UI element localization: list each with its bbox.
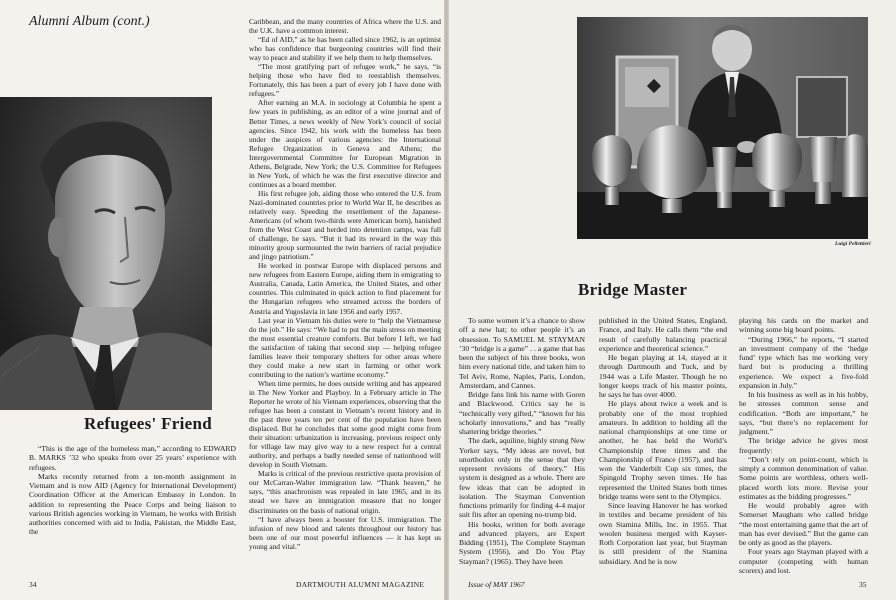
right-article-column-2 bbox=[599, 316, 727, 566]
left-page bbox=[0, 0, 444, 600]
article-title-bridge-master: Bridge Master bbox=[578, 280, 688, 299]
paragraph: “The most gratifying part of refugee work,” he says, “is helping those who have fled to reestablish themselves. Fortunately, this has been a part of every job I have done with refugees.” bbox=[249, 62, 441, 99]
paragraph: His books, written for both average and advanced players, are Expert Bidding (1951), The Complete Stayman System (1956), and Do You Play Stayman? (1965). They have been bbox=[459, 519, 585, 566]
paragraph: Caribbean, and the many countries of Africa where the U.S. and the U.K. have a common interest. bbox=[249, 17, 441, 36]
paragraph: “This is the age of the homeless man,” according to EDWARD B. MARKS ’32 who speaks from over 25 years’ experience with refugees. bbox=[29, 444, 236, 472]
paragraph: “Don’t rely on point-count, which is simply a common denomination of value. Some points are worthless, others well-placed worth lots more. Revise your estimates as the bidding progresses.” bbox=[739, 454, 868, 501]
paragraph: The bridge advice he gives most frequently: bbox=[739, 436, 868, 455]
left-article-column-1 bbox=[29, 444, 236, 537]
paragraph: Marks is critical of the previous restrictive quota provision of our McCarran-Walter immigration law. “Thank heaven,” he says, “this anachronism was repealed in late 1965, and in its stead we have an immigration measure that no longer discriminates on the basis of national origin. bbox=[249, 469, 441, 515]
section-header: Alumni Album (cont.) bbox=[29, 14, 150, 29]
page-number-right: 35 bbox=[859, 580, 867, 589]
paragraph: published in the United States, England, France, and Italy. He calls them “the end result of carefully balancing practical experience and theoretical science.” bbox=[599, 316, 727, 353]
right-article-column-3 bbox=[739, 316, 868, 575]
paragraph: He plays about twice a week and is probably one of the most trophied amateurs. In addition to holding all the national championships at one time or another, he has held the World’s Championship three times and the Championship of France (1957), and has won the Vanderbilt Cup six times, the Spingold Trophy seven times. He has represented the United States both times bridge teams were sent to the Olympics. bbox=[599, 399, 727, 501]
paragraph: To some women it’s a chance to show off a new hat; to other people it’s an obsession. To SAMUEL M. STAYMAN ’30 “bridge is a game” . . a game that has been the subject of his three books, won him every national title, and taken him to Tel Aviv, Rome, Naples, Paris, London, Amsterdam, and Cannes. bbox=[459, 316, 585, 390]
stayman-trophies-photo bbox=[577, 17, 868, 239]
paragraph: “I have always been a booster for U.S. immigration. The infusion of new blood and talents throughout our history has been one of our most powerful influences — it has kept us young and vital.” bbox=[249, 514, 441, 551]
paragraph: The dark, aquiline, highly strung New Yorker says, “My ideas are novel, but unorthodox only in the sense that they represent revisions of theory.” His system is designed as a whole. There are few ideas that can be adopted in isolation. The Stayman Convention functions primarily for finding 4-4 major suit fits after an opening no-trump bid. bbox=[459, 436, 585, 520]
paragraph: Marks recently returned from a ten-month assignment in Vietnam and is now AID (Agency for International Development) Coordination Officer at the American Embassy in London. In addition to representing the Peace Corps and being liaison to various British agencies working in Vietnam, he works with British authorities concerned with aid to India, Pakistan, the Middle East, the bbox=[29, 471, 236, 537]
paragraph: Since leaving Hanover he has worked in textiles and became president of his own Stamina Mills, Inc. in 1955. That woolen business merged with Kayser-Roth Corporation last year, but Stayman is still president of the Stamina subsidiary. And he is now bbox=[599, 501, 727, 566]
paragraph: Last year in Vietnam his duties were to “help the Vietnamese do the job.” He says: “We had to put the main stress on meeting the most essential creature comforts. But before I left, we had the satisfaction of taking that second step — helping refugee families leave their temporary shelters for other areas where they could make a new start in farming or other work contributing to the nation’s wartime economy.” bbox=[249, 315, 441, 379]
issue-date: Issue of MAY 1967 bbox=[468, 580, 525, 589]
portrait-photo-marks bbox=[0, 97, 212, 410]
magazine-name: DARTMOUTH ALUMNI MAGAZINE bbox=[296, 580, 425, 589]
paragraph: After earning an M.A. in sociology at Columbia he spent a few years in publishing, as an editor of a wine journal and of Better Times, a news weekly of New York’s council of social agencies. Since 1942, his work with the homeless has been under the auspices of various agencies: the International Refugee Organization in Geneva and Athens; the Intergovernmental Committee for European Migration in Athens, Belgrade, New York; the U.S. Committee for Refugees in New York, of which he was the first executive director and continues as a board member. bbox=[249, 98, 441, 189]
paragraph: He would probably agree with Somerset Maugham who called bridge “the most entertaining game that the art of man has ever devised.” But the game can be only as good as the players. bbox=[739, 501, 868, 547]
portrait-photo-marks-graphic bbox=[0, 97, 212, 410]
stayman-trophies-photo-graphic bbox=[577, 17, 868, 239]
left-article-column-2 bbox=[249, 17, 441, 551]
paragraph: His first refugee job, aiding those who entered the U.S. from Nazi-dominated countries prior to World War II, he describes as relatively easy. Speeding the resettlement of the Japanese-Americans (of whom two-thirds were American born), banished from the West Coast and herded into detention camps, was full of challenge, he says. “But it had its reward in the way this minority group surmounted the twin barriers of racial prejudice and jingo patriotism.” bbox=[249, 188, 441, 262]
paragraph: He began playing at 14, stayed at it through Dartmouth and Tuck, and by 1944 was a Life Master. Though he no longer keeps track of his master points, he says he has over 4000. bbox=[599, 353, 727, 399]
paragraph: “Ed of AID,” as he has been called since 1962, is an optimist who has confidence that burgeoning countries will find their way to peace and stability if we help them to help themselves. bbox=[249, 35, 441, 63]
paragraph: Four years ago Stayman played with a computer (competing with human scorers) and lost. bbox=[739, 547, 868, 575]
photo-credit: Luigi Pellettieri bbox=[835, 241, 871, 247]
paragraph: He worked in postwar Europe with displaced persons and new refugees from Eastern Europe, aiding them in emigrating to Australia, Canada, Latin America, the United States, and other countries. This culminated in quick action to find placement for the Hungarian refugees who streamed across the borders of Austria and Yugoslavia in late 1956 and early 1957. bbox=[249, 261, 441, 316]
paragraph: playing his cards on the market and winning some big board points. bbox=[739, 316, 868, 335]
right-article-column-1 bbox=[459, 316, 585, 566]
right-page bbox=[449, 0, 896, 600]
paragraph: “During 1966,” he reports, “I started an investment company of the ‘hedge fund’ type which has me working very hard but is producing a thrilling experience. We expect a five-fold expansion in July.” bbox=[739, 334, 868, 390]
paragraph: When time permits, he does outside writing and has appeared in The New Yorker and Playboy. In a February article in The Reporter he wrote of his Vietnam experiences, observing that the refugee has been a constant in Vietnam’s recent history and in the past three years ten per cent of the population have been displaced. But he concludes that some good might come from their situation: urbanization is increasing, previous respect only for village law may give way to a new respect for a central authority, and perhaps a badly needed sense of nationhood will develop in South Vietnam. bbox=[249, 378, 441, 470]
article-title-refugees-friend: Refugees' Friend bbox=[84, 414, 213, 433]
page-number-left: 34 bbox=[29, 580, 37, 589]
paragraph: In his business as well as in his hobby, he stresses common sense and codification. “Both are important,” he says, “but there’s no replacement for judgment.” bbox=[739, 390, 868, 436]
paragraph: Bridge fans link his name with Goren and Blackwood. Critics say he is “technically very gifted,” “known for his scholarly innovations,” and has “really shattering bridge theories.” bbox=[459, 390, 585, 436]
